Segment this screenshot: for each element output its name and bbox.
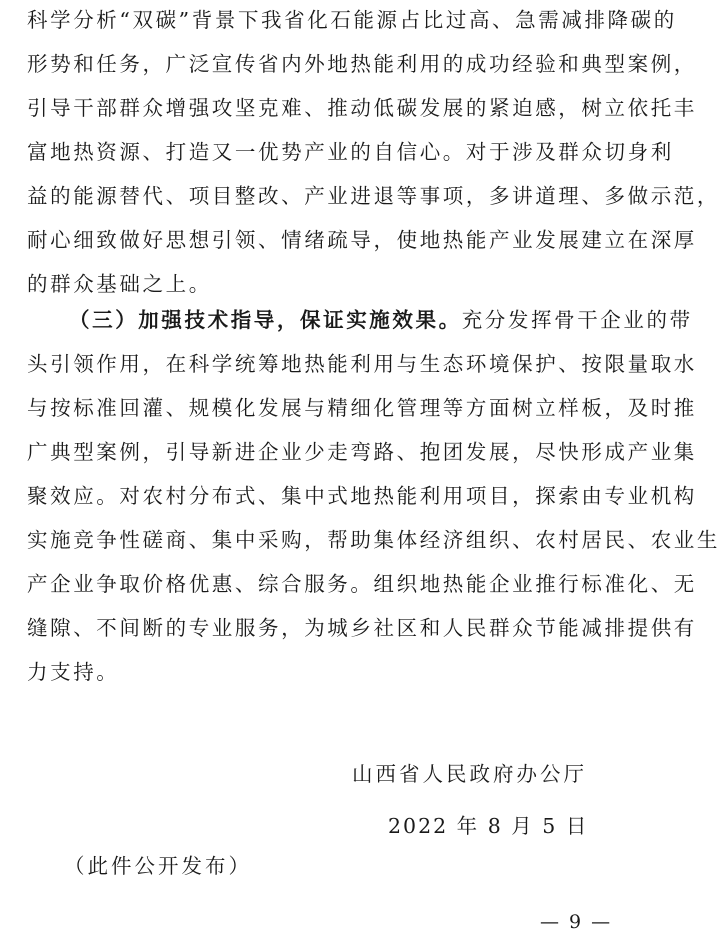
disclosure-note: （此件公开发布）: [64, 854, 252, 878]
paragraph-line: 广典型案例，引导新进企业少走弯路、抱团发展，尽快形成产业集: [27, 440, 697, 464]
paragraph-line: 科学分析“双碳”背景下我省化石能源占比过高、急需减排降碳的: [27, 8, 677, 32]
section-heading: （三）加强技术指导，保证实施效果。: [69, 308, 462, 332]
paragraph-first-line-text: 充分发挥骨干企业的带: [461, 308, 693, 332]
issue-date: 2022 年 8 月 5 日: [388, 814, 589, 838]
paragraph-line: 形势和任务，广泛宣传省内外地热能利用的成功经验和典型案例，: [27, 52, 697, 76]
paragraph-first-line: [69, 300, 693, 340]
page-number: — 9 —: [540, 911, 613, 933]
paragraph-line: 富地热资源、打造又一优势产业的自信心。对于涉及群众切身利: [27, 140, 674, 164]
paragraph-line: 头引领作用，在科学统筹地热能利用与生态环境保护、按限量取水: [27, 352, 697, 376]
paragraph-line: 实施竞争性磋商、集中采购，帮助集体经济组织、农村居民、农业生: [27, 528, 720, 552]
paragraph-line: 缝隙、不间断的专业服务，为城乡社区和人民群众节能减排提供有: [27, 616, 697, 640]
paragraph-line: 力支持。: [27, 660, 120, 684]
paragraph-line: 引导干部群众增强攻坚克难、推动低碳发展的紧迫感，树立依托丰: [27, 96, 697, 120]
paragraph-line: 的群众基础之上。: [27, 272, 212, 296]
paragraph-line: 益的能源替代、项目整改、产业进退等事项，多讲道理、多做示范，: [27, 184, 720, 208]
paragraph-line: 耐心细致做好思想引领、情绪疏导，使地热能产业发展建立在深厚: [27, 228, 697, 252]
paragraph-line: 聚效应。对农村分布式、集中式地热能利用项目，探索由专业机构: [27, 484, 697, 508]
issuer-name: 山西省人民政府办公厅: [352, 762, 587, 786]
paragraph-line: 产企业争取价格优惠、综合服务。组织地热能企业推行标准化、无: [27, 572, 697, 596]
paragraph-line: 与按标准回灌、规模化发展与精细化管理等方面树立样板，及时推: [27, 396, 697, 420]
